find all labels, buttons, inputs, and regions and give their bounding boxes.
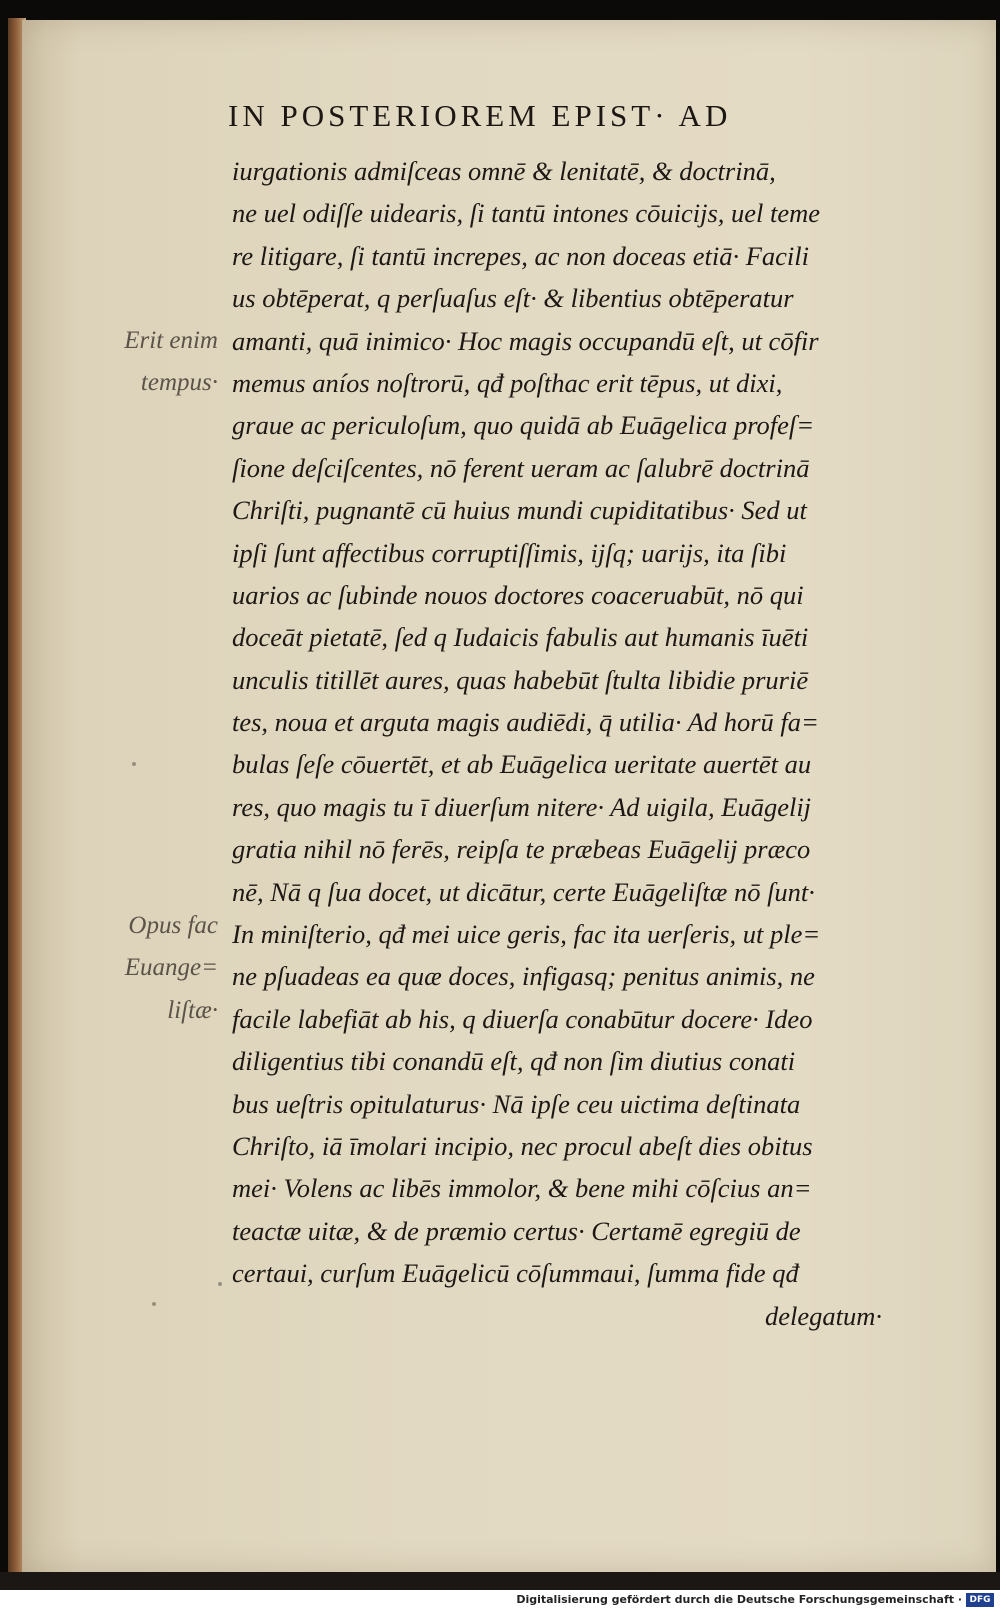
text-line: ne uel odiſſe uidearis, ſi tantū intones cōuicijs, uel teme xyxy=(232,198,821,229)
funding-credit: Digitalisierung gefördert durch die Deutsche Forschungsgemeinschaft · xyxy=(516,1593,962,1606)
text-line: doceāt pietatē, ſed q Iudaicis fabulis aut humanis īuēti xyxy=(232,622,809,653)
text-line: re litigare, ſi tantū increpes, ac non doceas etiā· Facili xyxy=(232,240,809,271)
margin-note-line: tempus· xyxy=(140,369,218,397)
text-line: unculis titillēt aures, quas habebūt ſtulta libidie pruriē xyxy=(232,664,809,695)
ink-speck xyxy=(218,1282,222,1286)
body-text xyxy=(232,150,902,1337)
text-line: nē, Nā q ſua docet, ut dicātur, certe Euāgeliſtæ nō ſunt· xyxy=(232,876,815,907)
running-head: IN POSTERIOREM EPIST· AD xyxy=(228,98,732,133)
dfg-logo-icon: DFG xyxy=(966,1593,994,1607)
footer-bar xyxy=(0,1590,1000,1611)
page-bottom-shadow xyxy=(0,1572,1000,1590)
catchword: delegatum· xyxy=(764,1300,882,1331)
text-line: iurgationis admiſceas omnē & lenitatē, & doctrinā, xyxy=(232,156,776,186)
text-line: diligentius tibi conandū eſt, qđ non ſim diutius conati xyxy=(232,1046,796,1077)
text-line: bulas ſeſe cōuertēt, et ab Euāgelica ueritate auertēt au xyxy=(232,749,812,780)
text-line: ſione deſciſcentes, nō ferent ueram ac ſalubrē doctrinā xyxy=(232,452,810,483)
text-line: memus aníos noſtrorū, qđ poſthac erit tēpus, ut dixi, xyxy=(232,367,783,398)
ink-speck xyxy=(152,1302,156,1306)
text-line: Chriſti, pugnantē cū huius mundi cupiditatibus· Sed ut xyxy=(232,495,807,526)
margin-note-line: Euange= xyxy=(124,954,218,982)
text-line: ipſi ſunt affectibus corruptiſſimis, ijſq; uarijs, ita ſibi xyxy=(232,537,787,568)
text-line: res, quo magis tu ī diuerſum nitere· Ad uigila, Euāgelij xyxy=(232,791,812,822)
text-line: graue ac periculoſum, quo quidā ab Euāgelica profeſ= xyxy=(232,410,815,441)
margin-note-line: Erit enim xyxy=(124,327,218,354)
text-line: bus ueſtris opitulaturus· Nā ipſe ceu uictima deſtinata xyxy=(232,1088,801,1119)
text-line: mei· Volens ac libēs immolor, & bene mihi cōſcius an= xyxy=(232,1173,812,1204)
ink-speck xyxy=(132,762,136,766)
text-line: ne pſuadeas ea quæ doces, infigasq; penitus animis, ne xyxy=(232,961,815,992)
text-line: gratia nihil nō ferēs, reipſa te præbeas Euāgelij præco xyxy=(232,834,811,865)
margin-note-line: liſtæ· xyxy=(167,996,218,1024)
text-line: tes, noua et arguta magis audiēdi, q̄ utilia· Ad horū fa= xyxy=(232,707,819,738)
margin-note-line: Opus fac xyxy=(128,912,218,939)
text-line: In miniſterio, qđ mei uice geris, fac ita uerſeris, ut ple= xyxy=(232,919,821,950)
text-line: amanti, quā inimico· Hoc magis occupandū eſt, ut cōfir xyxy=(232,325,819,356)
margin-note-opus-fac xyxy=(78,905,218,1032)
text-line: certaui, curſum Euāgelicū cōſummaui, ſumma fide qđ xyxy=(232,1258,799,1289)
margin-note-erit-enim xyxy=(78,320,218,405)
text-line: uarios ac ſubinde nouos doctores coaceruabūt, nō qui xyxy=(232,579,804,610)
text-line: Chriſto, iā īmolari incipio, nec procul abeſt dies obitus xyxy=(232,1130,813,1161)
text-line: teactæ uitæ, & de præmio certus· Certamē egregiū de xyxy=(232,1215,801,1246)
text-line: facile labefiāt ab his, q diuerſa conabūtur docere· Ideo xyxy=(232,1003,813,1034)
text-line: us obtēperat, q perſuaſus eſt· & libentius obtēperatur xyxy=(232,283,794,314)
